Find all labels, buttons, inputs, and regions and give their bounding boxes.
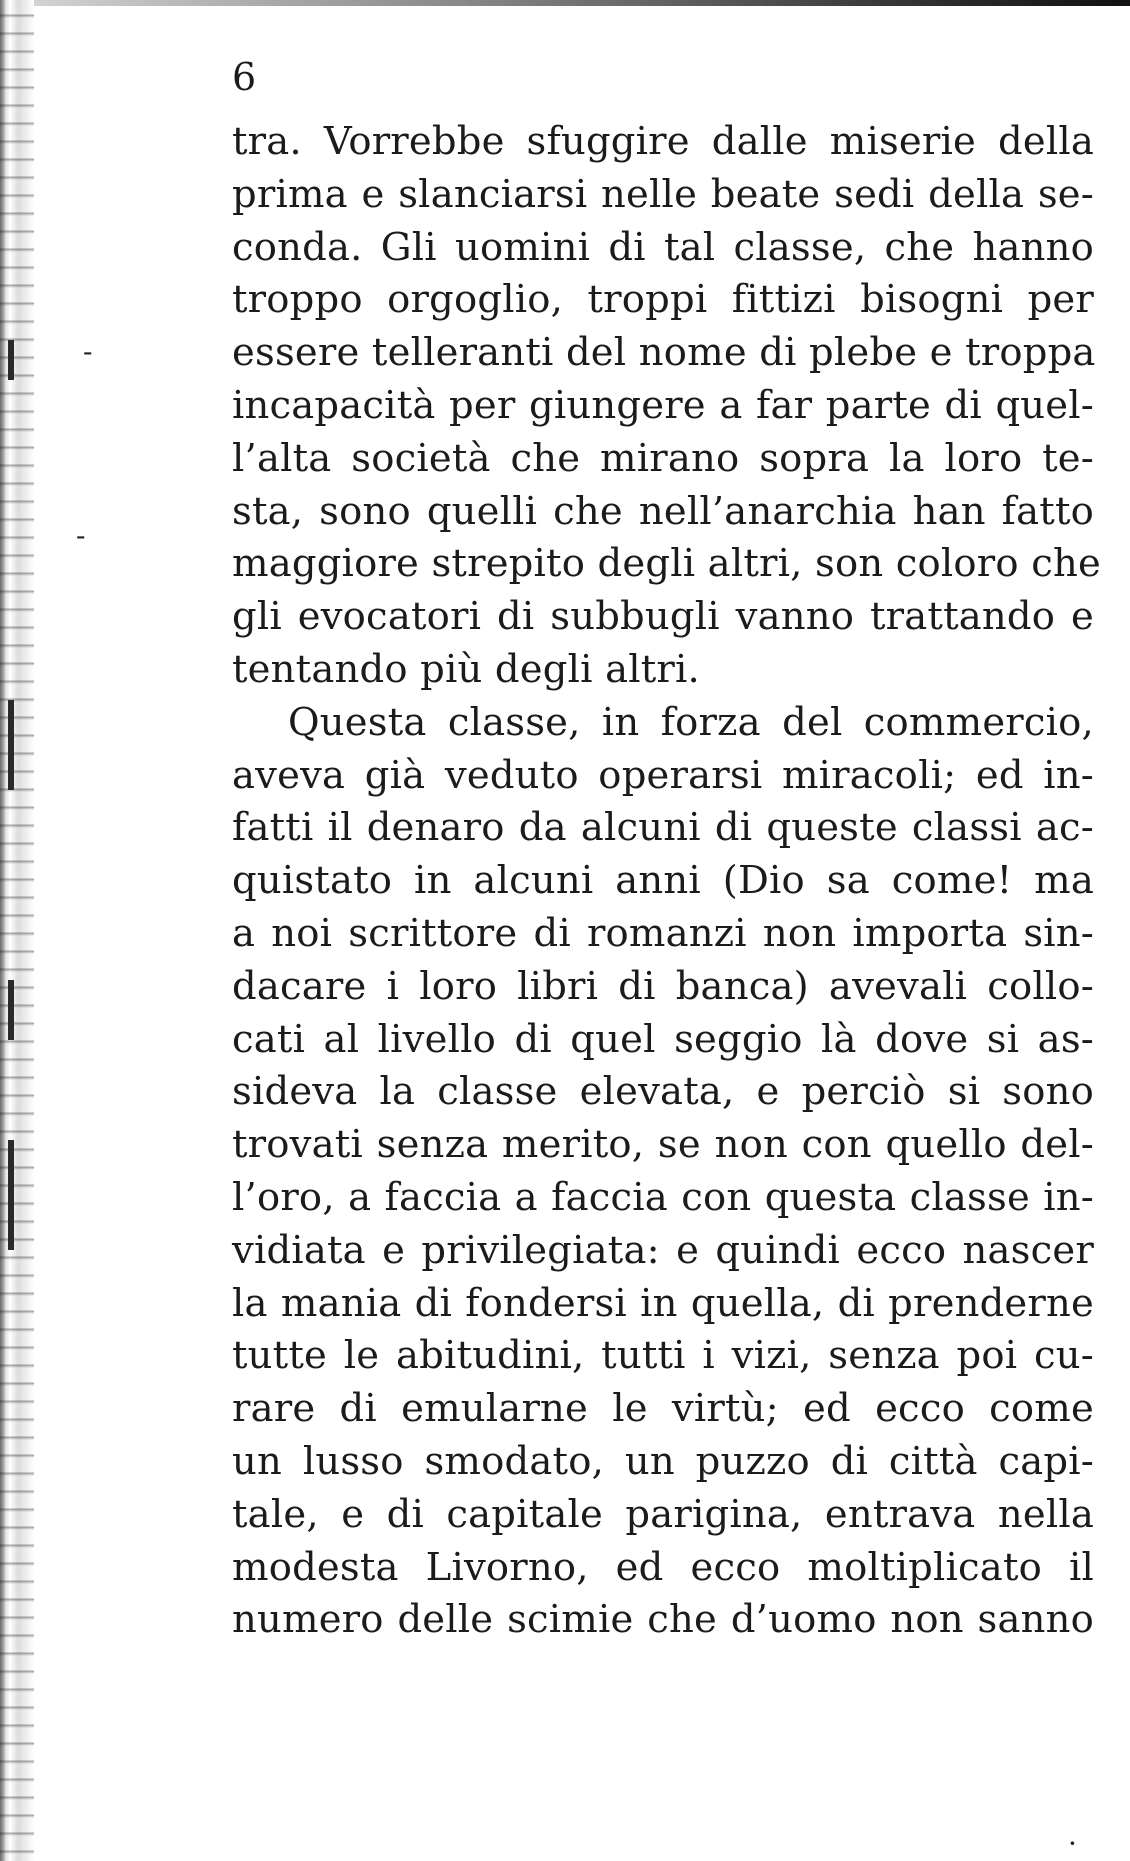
text-line: l’oro, a faccia a faccia con questa classe in- [232,1174,1094,1220]
text-line: tutte le abitudini, tutti i vizi, senza poi cu- [232,1333,1094,1379]
paragraph-end-line: tentando più degli altri. [232,646,700,692]
text-line: modesta Livorno, ed ecco moltiplicato il [232,1544,1094,1590]
text-line: vidiata e privilegiata: e quindi ecco nascer [232,1227,1094,1273]
binding-mark [8,700,14,790]
text-line: rare di emularne le virtù; ed ecco come [232,1386,1094,1432]
margin-speck: - [83,335,93,368]
text-line: l’alta società che mirano sopra la loro te- [232,435,1094,481]
binding-mark [8,340,14,380]
text-line: conda. Gli uomini di tal classe, che hanno [232,224,1094,270]
binding-mark [8,1140,14,1250]
binding-mark [8,980,14,1040]
text-line: fatti il denaro da alcuni di queste classi ac- [232,805,1094,851]
text-line: essere telleranti del nome di plebe e troppa [232,330,1096,376]
text-line: numero delle scimie che d’uomo non sanno [232,1597,1094,1643]
text-line: gli evocatori di subbugli vanno trattando e [232,594,1094,640]
text-line: quistato in alcuni anni (Dio sa come! ma [232,858,1094,904]
text-line: maggiore strepito degli altri, son coloro che [232,541,1101,587]
text-line: tra. Vorrebbe sfuggire dalle miserie della [232,119,1094,164]
text-line: prima e slanciarsi nelle beate sedi della se- [232,171,1094,217]
binding-edge [0,0,34,1861]
text-line: tale, e di capitale parigina, entrava nella [232,1491,1094,1537]
page-number: 6 [232,55,257,99]
margin-speck: - [76,519,86,552]
text-line: sideva la classe elevata, e perciò si sono [232,1069,1094,1115]
text-line: incapacità per giungere a far parte di quel- [232,382,1094,428]
text-line: aveva già veduto operarsi miracoli; ed in- [232,752,1094,798]
top-edge-shadow [0,0,1130,6]
paragraph-start-line: Questa classe, in forza del commercio, [288,699,1094,745]
text-line: cati al livello di quel seggio là dove si as- [232,1016,1094,1062]
margin-speck: · [1068,1827,1077,1860]
text-line: sta, sono quelli che nell’anarchia han fatto [232,488,1094,534]
text-line: a noi scrittore di romanzi non importa sin- [232,910,1094,956]
text-line: la mania di fondersi in quella, di prenderne [232,1280,1094,1326]
text-line: dacare i loro libri di banca) avevali collo- [232,963,1094,1009]
text-line: troppo orgoglio, troppi fittizi bisogni per [232,277,1094,323]
text-line: trovati senza merito, se non con quello del- [232,1122,1094,1168]
body-text [232,116,1101,1647]
text-line: un lusso smodato, un puzzo di città capi- [232,1438,1094,1484]
